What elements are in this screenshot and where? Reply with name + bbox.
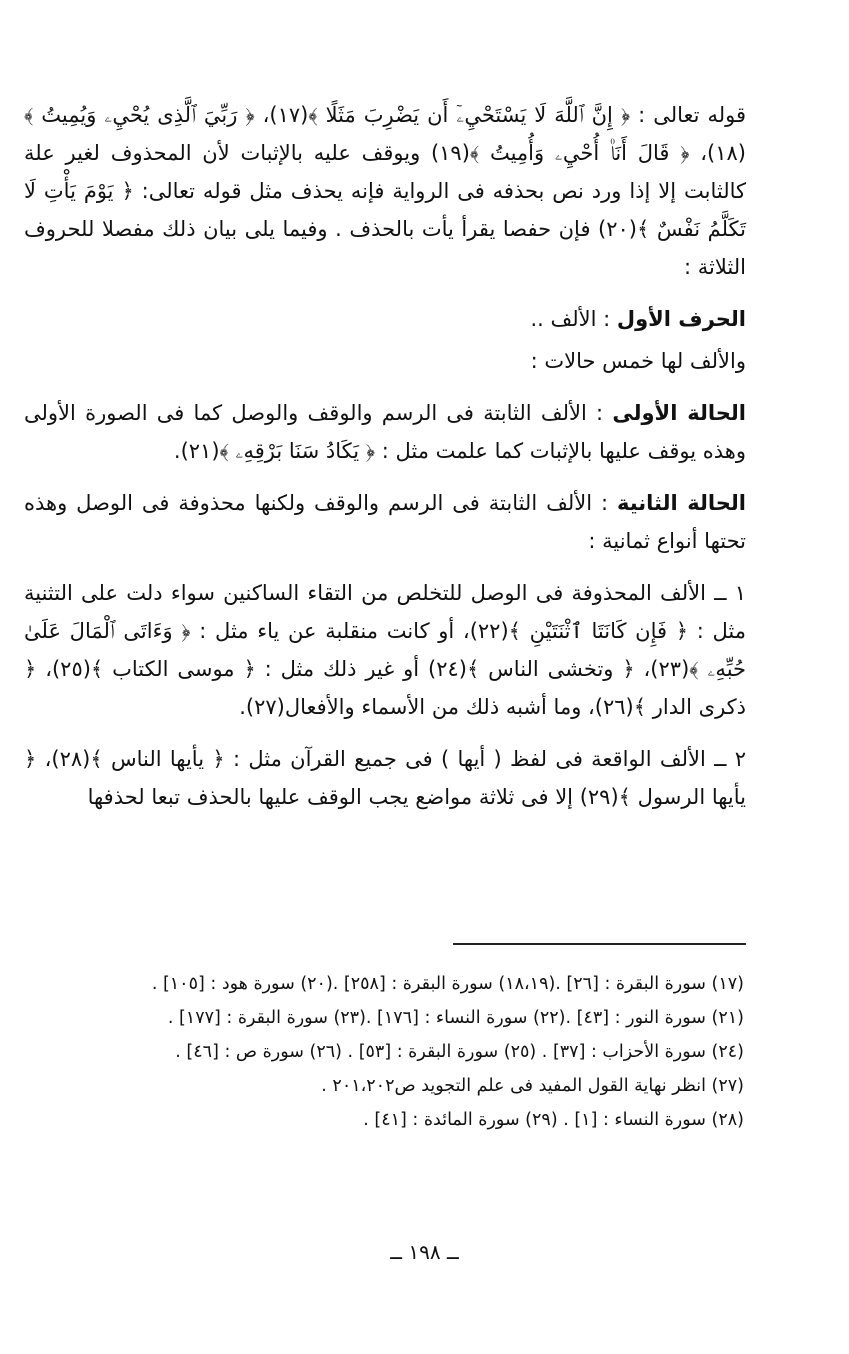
- paragraph-state-2: [24, 484, 746, 560]
- list-item-2: ٢ ــ الألف الواقعة فى لفظ ( أيها ) فى جميع القرآن مثل : ﴿ يأيها الناس ﴾(٢٨)، ﴿ يأيها الرسول ﴾(٢٩) إلا فى ثلاثة مواضع يجب الوقف عليها بالحذف تبعا لحذفها: [24, 747, 746, 809]
- footnote-line: (١٧) سورة البقرة : [٢٦] .(١٨،١٩) سورة البقرة : [٢٥٨] .(٢٠) سورة هود : [١٠٥] .: [151, 974, 744, 994]
- footnote-line: (٢٧) انظر نهاية القول المفيد فى علم التجويد ص٢٠١،٢٠٢ .: [321, 1076, 744, 1096]
- page-body: [24, 96, 746, 830]
- heading-first-letter: [24, 300, 746, 338]
- state-1-label: الحالة الأولى: [612, 401, 746, 425]
- heading-rest: : الألف ..: [530, 307, 617, 331]
- footnote-line: (٢١) سورة النور : [٤٣] .(٢٢) سورة النساء : [١٧٦] .(٢٣) سورة البقرة : [١٧٧] .: [167, 1008, 744, 1028]
- state-2-text: : الألف الثابتة فى الرسم والوقف ولكنها محذوفة فى الوصل وهذه تحتها أنواع ثمانية :: [24, 491, 746, 553]
- footnote-line: (٢٤) سورة الأحزاب : [٣٧] . (٢٥) سورة البقرة : [٥٣] . (٢٦) سورة ص : [٤٦] .: [175, 1042, 744, 1062]
- footnote-line: (٢٨) سورة النساء : [١] . (٢٩) سورة المائدة : [٤١] .: [363, 1110, 744, 1130]
- alif-states-line: والألف لها خمس حالات :: [530, 349, 746, 373]
- footnote-divider: [453, 943, 746, 945]
- state-1-text: : الألف الثابتة فى الرسم والوقف والوصل كما فى الصورة الأولى وهذه يوقف عليها بالإثبات كما علمت مثل : ﴿ يَكَادُ سَنَا بَرْقِهِۦ ﴾(٢١).: [24, 401, 746, 463]
- footnotes: [24, 968, 744, 1138]
- state-2-label: الحالة الثانية: [616, 491, 746, 515]
- list-item-1: ١ ــ الألف المحذوفة فى الوصل للتخلص من التقاء الساكنين سواء دلت على التثنية مثل : ﴿ فَإِن كَانَتَا ٱثْنَتَيْنِ ﴾(٢٢)، أو كانت منقلبة عن ياء مثل : ﴿ وَءَاتَى ٱلْمَالَ عَلَىٰ حُبِّهِۦ ﴾(٢٣)، ﴿ وتخشى الناس ﴾(٢٤) أو غير ذلك مثل : ﴿ موسى الكتاب ﴾(٢٥)، ﴿ ذكرى الدار ﴾(٢٦)، وما أشبه ذلك من الأسماء والأفعال(٢٧).: [24, 581, 747, 719]
- page-number: ــ ١٩٨ ــ: [390, 1240, 459, 1264]
- paragraph-intro: قوله تعالى : ﴿ إِنَّ ٱللَّهَ لَا يَسْتَحْيِۦٓ أَن يَضْرِبَ مَثَلًا ﴾(١٧)، ﴿ رَبِّيَ ٱلَّذِى يُحْيِۦ وَيُمِيتُ ﴾(١٨)، ﴿ قَالَ أَنَا۠ أُحْيِۦ وَأُمِيتُ ﴾(١٩) ويوقف عليه بالإثبات لأن المحذوف لغير علة كالثابت إلا إذا ورد نص بحذفه فى الرواية فإنه يحذف مثل قوله تعالى: ﴿ يَوْمَ يَأْتِ لَا تَكَلَّمُ نَفْسٌ ﴾(٢٠) فإن حفصا يقرأ يأت بالحذف . وفيما يلى بيان ذلك مفصلا للحروف الثلاثة :: [24, 103, 746, 279]
- paragraph-state-1: [24, 394, 746, 470]
- heading-label: الحرف الأول: [616, 307, 746, 331]
